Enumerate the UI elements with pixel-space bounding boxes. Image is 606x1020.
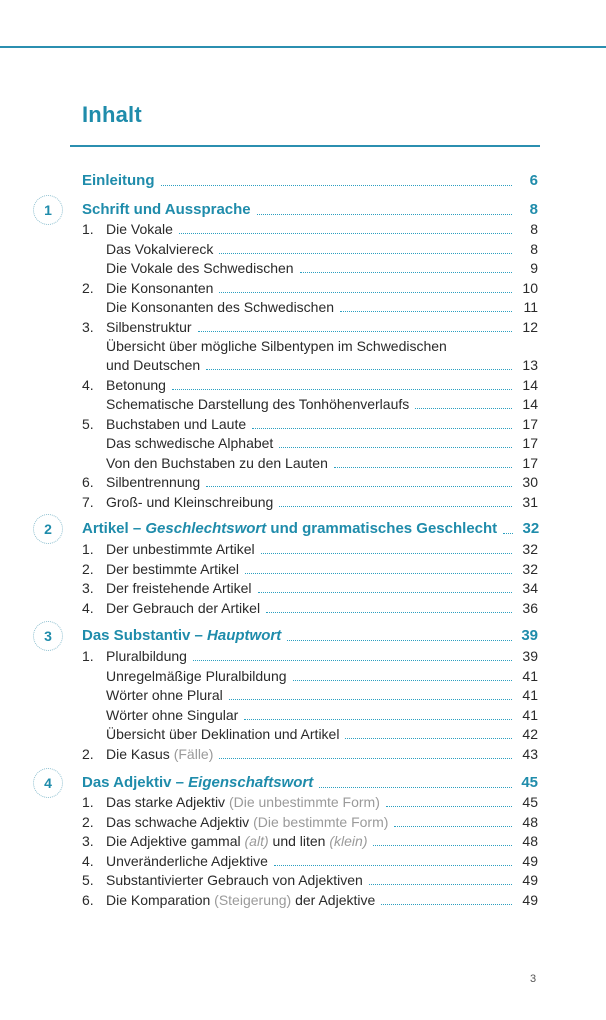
dot-leader — [219, 758, 512, 759]
section-number: 3. — [82, 319, 94, 335]
entry-label — [106, 279, 213, 297]
label-mid: und liten — [268, 833, 330, 849]
toc-entry[interactable] — [82, 238, 538, 258]
page-ref: 11 — [523, 299, 538, 315]
section-number: 6. — [82, 474, 94, 490]
label-text: Die Komparation — [106, 892, 211, 908]
label-text: Das starke Adjektiv — [106, 794, 226, 810]
page-ref: 32 — [522, 541, 538, 557]
toc-entry[interactable] — [82, 393, 538, 413]
label-text: Von den Buchstaben zu den Lauten — [106, 455, 328, 471]
page-ref: 42 — [522, 726, 538, 742]
label-text: Der bestimmte Artikel — [106, 561, 240, 577]
page-ref: 8 — [529, 201, 538, 218]
toc-entry[interactable] — [82, 645, 538, 665]
label-text: Das Adjektiv – — [82, 774, 189, 791]
entry-label — [106, 356, 200, 374]
dot-leader — [258, 592, 512, 593]
entry-label — [106, 832, 367, 850]
toc-entry[interactable] — [82, 257, 538, 277]
page-ref: 39 — [522, 648, 538, 664]
dot-leader — [345, 738, 512, 739]
page-ref: 41 — [522, 687, 538, 703]
page-ref: 6 — [529, 172, 538, 189]
section-number: 5. — [82, 872, 94, 888]
section-number: 3. — [82, 833, 94, 849]
label-text: Wörter ohne Plural — [106, 687, 223, 703]
dot-leader — [206, 369, 512, 370]
toc-entry[interactable] — [82, 277, 538, 297]
entry-label — [106, 540, 255, 558]
label-text: Silbentrennung — [106, 474, 201, 490]
label-text: Das Substantiv – — [82, 627, 208, 644]
page-ref: 30 — [522, 474, 538, 490]
section-number: 5. — [82, 416, 94, 432]
entry-label — [106, 745, 213, 763]
label-italic: Hauptwort — [207, 627, 282, 644]
page-ref: 34 — [522, 580, 538, 596]
section-number: 1. — [82, 794, 94, 810]
dot-leader — [261, 553, 512, 554]
label-text: Unregelmäßige Pluralbildung — [106, 668, 287, 684]
toc-entry[interactable] — [82, 791, 538, 811]
label-text: Der freistehende Artikel — [106, 580, 252, 596]
dot-leader — [229, 699, 512, 700]
chapter-number-badge: 4 — [33, 768, 63, 798]
section-number: 2. — [82, 814, 94, 830]
page-ref: 8 — [530, 221, 538, 237]
label-text: Die Vokale — [106, 221, 173, 237]
dot-leader — [179, 233, 512, 234]
label-italic: Eigenschaftswort — [188, 774, 314, 791]
toc-entry[interactable] — [82, 374, 538, 394]
dot-leader — [279, 447, 512, 448]
section-number: 4. — [82, 377, 94, 393]
title-divider — [70, 145, 540, 147]
toc-entry[interactable] — [82, 684, 538, 704]
entry-label — [106, 599, 260, 617]
label-text: Die Vokale des Schwedischen — [106, 260, 294, 276]
entry-label — [106, 454, 328, 472]
dot-leader — [172, 389, 512, 390]
dot-leader — [319, 787, 512, 788]
page-ref: 17 — [522, 435, 538, 451]
section-number: 1. — [82, 541, 94, 557]
dot-leader — [386, 806, 512, 807]
toc-entry[interactable] — [82, 597, 538, 617]
page-ref: 49 — [522, 872, 538, 888]
entry-label — [106, 891, 375, 909]
dot-leader — [340, 311, 512, 312]
toc-entry[interactable] — [82, 577, 538, 597]
label-text: Schrift und Aussprache — [82, 201, 251, 218]
label-text: Betonung — [106, 377, 166, 393]
toc-entry[interactable] — [82, 471, 538, 491]
section-number: 2. — [82, 746, 94, 762]
chapter-number-badge: 1 — [33, 195, 63, 225]
label-text: Das schwache Adjektiv — [106, 814, 250, 830]
page-ref: 45 — [522, 794, 538, 810]
label-text: Der Gebrauch der Artikel — [106, 600, 261, 616]
toc-chapter[interactable] — [82, 199, 538, 219]
entry-label — [106, 686, 223, 704]
dot-leader — [279, 506, 512, 507]
dot-leader — [198, 331, 512, 332]
page-ref: 43 — [522, 746, 538, 762]
entry-label — [106, 793, 380, 811]
toc-entry[interactable] — [82, 413, 538, 433]
dot-leader — [257, 214, 512, 215]
page-ref: 32 — [522, 561, 538, 577]
label-rest: und grammatisches Geschlecht — [266, 520, 498, 537]
section-number: 3. — [82, 580, 94, 596]
label-text: Unveränderliche Adjektive — [106, 853, 268, 869]
label-text: Die Konsonanten des Schwedischen — [106, 299, 335, 315]
dot-leader — [244, 719, 512, 720]
page-ref: 32 — [522, 520, 540, 537]
label-italic: Geschlechtswort — [145, 520, 267, 537]
toc-entry[interactable] — [82, 811, 538, 831]
dot-leader — [206, 486, 512, 487]
section-number: 1. — [82, 648, 94, 664]
toc-entry[interactable] — [82, 889, 538, 909]
dot-leader — [381, 904, 512, 905]
toc-entry[interactable] — [82, 335, 538, 355]
page-ref: 41 — [522, 707, 538, 723]
chapter-number-badge: 3 — [33, 621, 63, 651]
label-text: Groß- und Kleinschreibung — [106, 494, 274, 510]
entry-label — [106, 667, 287, 685]
section-number: 1. — [82, 221, 94, 237]
toc-chapter[interactable] — [82, 772, 538, 792]
section-number: 7. — [82, 494, 94, 510]
label-translation: (Steigerung) — [210, 892, 292, 908]
label-text: und Deutschen — [106, 357, 201, 373]
toc-entry[interactable] — [82, 296, 538, 316]
dot-leader — [394, 826, 512, 827]
toc-chapter[interactable] — [82, 625, 538, 645]
entry-label — [106, 298, 334, 316]
entry-label — [106, 434, 273, 452]
page-ref: 48 — [522, 814, 538, 830]
entry-label — [106, 852, 268, 870]
page-ref: 36 — [522, 600, 538, 616]
page-ref: 9 — [530, 260, 538, 276]
label-text: Das schwedische Alphabet — [106, 435, 274, 451]
page-title: Inhalt — [82, 102, 142, 127]
page-ref: 14 — [522, 377, 538, 393]
page-ref: 31 — [522, 494, 538, 510]
entry-label — [106, 871, 363, 889]
dot-leader — [415, 408, 512, 409]
label-text: Silbenstruktur — [106, 319, 192, 335]
entry-label — [106, 813, 388, 831]
entry-label — [106, 376, 166, 394]
entry-label — [82, 627, 281, 645]
page-ref: 10 — [522, 280, 538, 296]
entry-label — [106, 337, 447, 355]
label-text: Übersicht über mögliche Silbentypen im Schwedischen — [106, 338, 447, 354]
page-ref: 14 — [522, 396, 538, 412]
entry-label — [106, 706, 238, 724]
toc-entry[interactable] — [82, 743, 538, 763]
dot-leader — [287, 640, 512, 641]
label-text: Die Konsonanten — [106, 280, 214, 296]
dot-leader — [219, 253, 512, 254]
label-text: Schematische Darstellung des Tonhöhenverlaufs — [106, 396, 410, 412]
page-ref: 8 — [530, 241, 538, 257]
label-text: Buchstaben und Laute — [106, 416, 247, 432]
toc-chapter[interactable] — [82, 170, 538, 190]
section-number: 6. — [82, 892, 94, 908]
entry-label — [82, 774, 313, 792]
page-ref: 17 — [522, 455, 538, 471]
entry-label — [106, 395, 409, 413]
toc-entry[interactable] — [82, 452, 538, 472]
toc-entry[interactable] — [82, 491, 538, 511]
page-ref: 45 — [521, 774, 538, 791]
toc-entry[interactable] — [82, 869, 538, 889]
entry-label — [106, 560, 239, 578]
entry-label — [82, 201, 251, 219]
entry-label — [106, 473, 200, 491]
entry-label — [106, 259, 294, 277]
label-text: Einleitung — [82, 172, 155, 189]
toc-entry[interactable] — [82, 218, 538, 238]
page-ref: 13 — [522, 357, 538, 373]
dot-leader — [373, 845, 512, 846]
page-ref: 12 — [522, 319, 538, 335]
dot-leader — [503, 533, 513, 534]
entry-label — [106, 220, 173, 238]
label-text: Die Kasus — [106, 746, 170, 762]
label-translation: (alt) — [244, 833, 269, 849]
toc-entry[interactable] — [82, 354, 538, 374]
chapter-number-badge: 2 — [33, 514, 63, 544]
page-ref: 41 — [522, 668, 538, 684]
section-number: 4. — [82, 600, 94, 616]
toc-entry[interactable] — [82, 316, 538, 336]
entry-label — [106, 415, 246, 433]
toc-chapter[interactable] — [82, 518, 538, 538]
header-rule — [0, 46, 606, 48]
toc-entry[interactable] — [82, 558, 538, 578]
dot-leader — [300, 272, 512, 273]
label-text: Der unbestimmte Artikel — [106, 541, 255, 557]
section-number: 2. — [82, 561, 94, 577]
entry-label — [82, 172, 155, 190]
toc-entry[interactable] — [82, 432, 538, 452]
dot-leader — [161, 185, 513, 186]
toc-entry[interactable] — [82, 830, 538, 850]
label-text: Artikel – — [82, 520, 146, 537]
label-translation: (Die bestimmte Form) — [249, 814, 389, 830]
label-translation: (klein) — [329, 833, 368, 849]
page-number: 3 — [530, 973, 537, 985]
entry-label — [106, 318, 192, 336]
label-text: Substantivierter Gebrauch von Adjektiven — [106, 872, 363, 888]
label-after: der Adjektive — [291, 892, 376, 908]
label-text: Die Adjektive gammal — [106, 833, 245, 849]
label-text: Pluralbildung — [106, 648, 187, 664]
label-text: Wörter ohne Singular — [106, 707, 239, 723]
entry-label — [106, 493, 273, 511]
section-number: 2. — [82, 280, 94, 296]
section-number: 4. — [82, 853, 94, 869]
dot-leader — [245, 573, 512, 574]
toc-entry[interactable] — [82, 723, 538, 743]
page-ref: 17 — [522, 416, 538, 432]
dot-leader — [293, 680, 512, 681]
dot-leader — [252, 428, 512, 429]
dot-leader — [274, 865, 512, 866]
toc-entry[interactable] — [82, 704, 538, 724]
entry-label — [106, 579, 252, 597]
page-ref: 48 — [522, 833, 538, 849]
toc-entry[interactable] — [82, 850, 538, 870]
page-ref: 49 — [522, 892, 538, 908]
toc-entry[interactable] — [82, 665, 538, 685]
label-translation: (Die unbestimmte Form) — [225, 794, 380, 810]
label-translation: (Fälle) — [169, 746, 214, 762]
entry-label — [106, 725, 339, 743]
dot-leader — [334, 467, 512, 468]
dot-leader — [369, 884, 512, 885]
toc-entry[interactable] — [82, 538, 538, 558]
dot-leader — [266, 612, 512, 613]
entry-label — [82, 520, 497, 538]
dot-leader — [193, 660, 512, 661]
dot-leader — [219, 292, 512, 293]
page-ref: 39 — [521, 627, 538, 644]
page-ref: 49 — [522, 853, 538, 869]
label-text: Übersicht über Deklination und Artikel — [106, 726, 340, 742]
label-text: Das Vokalviereck — [106, 241, 214, 257]
entry-label — [106, 647, 187, 665]
entry-label — [106, 240, 213, 258]
